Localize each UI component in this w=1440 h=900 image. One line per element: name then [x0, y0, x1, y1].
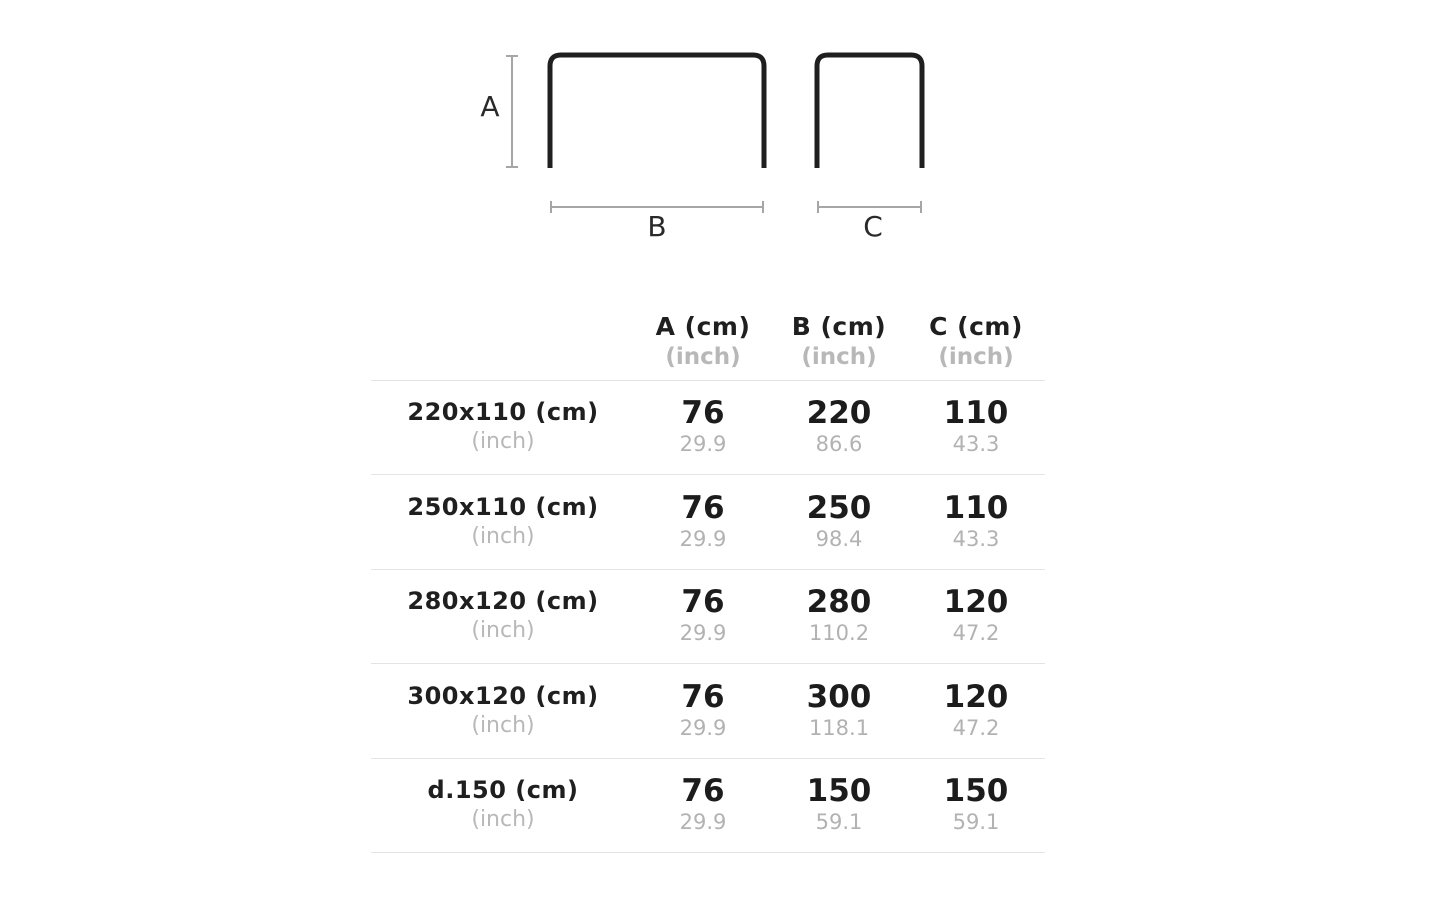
value-cell-c [907, 475, 1045, 570]
header-size [371, 304, 635, 380]
value-cell-a [635, 758, 771, 853]
table-header-row [371, 304, 1045, 380]
size-cell [371, 664, 635, 759]
table-row [371, 380, 1045, 475]
dimension-label-c: C [863, 210, 883, 243]
size-label: 300x120 (cm) [407, 681, 599, 710]
size-label: 220x110 (cm) [407, 398, 599, 427]
value-cm: 120 [943, 678, 1009, 715]
value-inch: 29.9 [679, 432, 727, 457]
size-label: 250x110 (cm) [407, 492, 599, 521]
value-inch: 118.1 [808, 715, 870, 740]
value-cm: 76 [681, 678, 725, 715]
size-label: d.150 (cm) [427, 776, 579, 805]
value-cell-c [907, 380, 1045, 475]
value-inch: 86.6 [815, 432, 863, 457]
value-inch: 29.9 [679, 810, 727, 835]
value-cm: 250 [806, 489, 872, 526]
value-inch: 43.3 [952, 432, 1000, 457]
dimensions-table [371, 304, 1045, 853]
value-cell-c [907, 664, 1045, 759]
header-a [635, 304, 771, 380]
table-dimension-diagram [0, 0, 1440, 260]
front-view-frame [550, 55, 764, 168]
header-unit: (inch) [938, 343, 1014, 370]
value-cm: 76 [681, 395, 725, 432]
value-inch: 29.9 [679, 621, 727, 646]
header-c [907, 304, 1045, 380]
value-cm: 110 [943, 395, 1009, 432]
size-cell [371, 475, 635, 570]
value-inch: 47.2 [952, 715, 1000, 740]
dimension-label-a: A [480, 90, 500, 123]
value-cell-a [635, 380, 771, 475]
size-unit: (inch) [471, 523, 535, 549]
value-inch: 110.2 [808, 621, 870, 646]
table-row [371, 664, 1045, 759]
value-cm: 76 [681, 489, 725, 526]
value-inch: 98.4 [815, 526, 863, 551]
value-inch: 43.3 [952, 526, 1000, 551]
value-inch: 59.1 [815, 810, 863, 835]
value-cm: 150 [943, 773, 1009, 810]
value-cm: 76 [681, 773, 725, 810]
table-row [371, 758, 1045, 853]
value-inch: 29.9 [679, 526, 727, 551]
size-unit: (inch) [471, 807, 535, 833]
value-cell-c [907, 758, 1045, 853]
dimension-line-a [506, 56, 518, 167]
value-cm: 150 [806, 773, 872, 810]
table-row [371, 569, 1045, 664]
value-cell-a [635, 569, 771, 664]
size-cell [371, 758, 635, 853]
value-cell-a [635, 664, 771, 759]
side-view-frame [817, 55, 922, 168]
value-cm: 280 [806, 584, 872, 621]
value-cell-c [907, 569, 1045, 664]
header-label: C (cm) [929, 311, 1023, 341]
value-cell-b [771, 758, 907, 853]
value-inch: 29.9 [679, 715, 727, 740]
value-cm: 300 [806, 678, 872, 715]
value-cell-a [635, 475, 771, 570]
header-label: B (cm) [791, 311, 887, 341]
value-cell-b [771, 664, 907, 759]
value-cm: 220 [806, 395, 872, 432]
table-row [371, 475, 1045, 570]
size-cell [371, 380, 635, 475]
value-cm: 120 [943, 584, 1009, 621]
header-label: A (cm) [655, 311, 751, 341]
value-inch: 59.1 [952, 810, 1000, 835]
value-cell-b [771, 569, 907, 664]
header-b [771, 304, 907, 380]
value-cm: 76 [681, 584, 725, 621]
size-cell [371, 569, 635, 664]
value-cell-b [771, 475, 907, 570]
size-label: 280x120 (cm) [407, 587, 599, 616]
dimension-label-b: B [647, 210, 667, 243]
size-unit: (inch) [471, 618, 535, 644]
header-unit: (inch) [665, 343, 741, 370]
size-unit: (inch) [471, 429, 535, 455]
header-unit: (inch) [801, 343, 877, 370]
size-unit: (inch) [471, 712, 535, 738]
value-inch: 47.2 [952, 621, 1000, 646]
value-cell-b [771, 380, 907, 475]
value-cm: 110 [943, 489, 1009, 526]
